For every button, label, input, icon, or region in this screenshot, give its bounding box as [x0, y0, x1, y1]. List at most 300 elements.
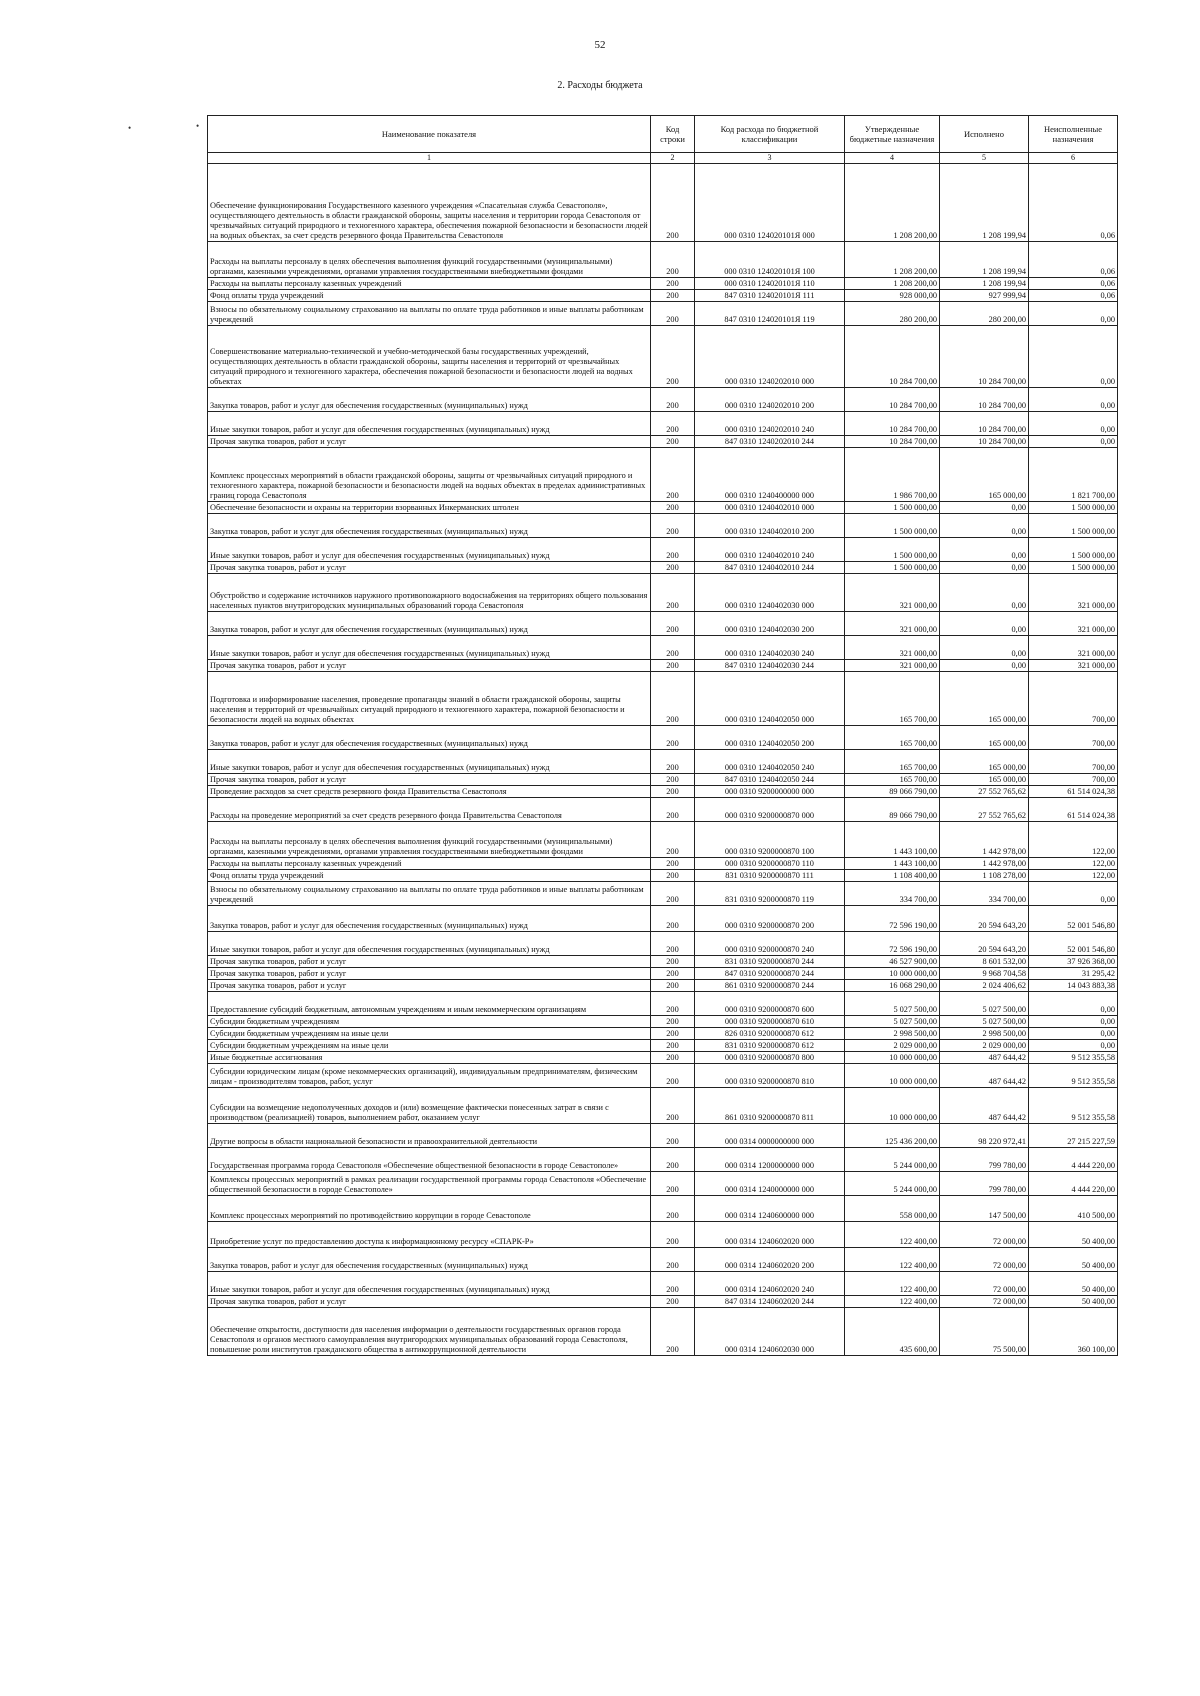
row-executed: 1 208 199,94 — [940, 242, 1029, 278]
row-unexecuted: 0,00 — [1029, 992, 1118, 1016]
row-approved: 5 244 000,00 — [845, 1148, 940, 1172]
row-name: Прочая закупка товаров, работ и услуг — [208, 660, 651, 672]
row-classification-code: 847 0310 9200000870 244 — [695, 968, 845, 980]
table-row — [208, 326, 1118, 388]
row-line-code: 200 — [651, 388, 695, 412]
row-unexecuted: 9 512 355,58 — [1029, 1052, 1118, 1064]
row-approved: 10 284 700,00 — [845, 436, 940, 448]
row-classification-code: 847 0314 1240602020 244 — [695, 1296, 845, 1308]
row-approved: 72 596 190,00 — [845, 906, 940, 932]
row-approved: 280 200,00 — [845, 302, 940, 326]
row-approved: 321 000,00 — [845, 636, 940, 660]
header-line-code: Код строки — [651, 116, 695, 153]
row-approved: 334 700,00 — [845, 882, 940, 906]
row-name: Государственная программа города Севастополя «Обеспечение общественной безопасности в городе Севастополе» — [208, 1148, 651, 1172]
row-line-code: 200 — [651, 436, 695, 448]
table-row — [208, 906, 1118, 932]
row-name: Субсидии на возмещение недополученных доходов и (или) возмещение фактически понесенных затрат в связи с производством (реализацией) товаров, выполнением работ, оказанием услуг — [208, 1088, 651, 1124]
row-executed: 1 108 278,00 — [940, 870, 1029, 882]
row-approved: 10 000 000,00 — [845, 968, 940, 980]
row-line-code: 200 — [651, 660, 695, 672]
table-row — [208, 278, 1118, 290]
row-name: Взносы по обязательному социальному страхованию на выплаты по оплате труда работников и иные выплаты работникам учреждений — [208, 302, 651, 326]
row-name: Расходы на выплаты персоналу казенных учреждений — [208, 278, 651, 290]
scan-speck: • — [196, 121, 200, 131]
row-executed: 20 594 643,20 — [940, 906, 1029, 932]
row-approved: 122 400,00 — [845, 1272, 940, 1296]
row-approved: 165 700,00 — [845, 672, 940, 726]
row-classification-code: 000 0310 1240402010 240 — [695, 538, 845, 562]
row-approved: 1 500 000,00 — [845, 538, 940, 562]
table-row — [208, 1064, 1118, 1088]
table-row — [208, 726, 1118, 750]
table-row — [208, 388, 1118, 412]
table-row — [208, 436, 1118, 448]
row-executed: 75 500,00 — [940, 1308, 1029, 1356]
row-executed: 0,00 — [940, 538, 1029, 562]
row-approved: 122 400,00 — [845, 1248, 940, 1272]
header-number: 2 — [651, 153, 695, 164]
row-approved: 5 027 500,00 — [845, 1016, 940, 1028]
row-executed: 98 220 972,41 — [940, 1124, 1029, 1148]
row-executed: 0,00 — [940, 574, 1029, 612]
row-executed: 2 998 500,00 — [940, 1028, 1029, 1040]
row-name: Расходы на выплаты персоналу казенных учреждений — [208, 858, 651, 870]
table-row — [208, 1016, 1118, 1028]
row-unexecuted: 1 500 000,00 — [1029, 562, 1118, 574]
row-approved: 5 027 500,00 — [845, 992, 940, 1016]
row-line-code: 200 — [651, 326, 695, 388]
row-name: Расходы на выплаты персоналу в целях обеспечения выполнения функций государственными (муниципальными) органами, казенными учреждениями, органами управления государственными внебюджетными фондами — [208, 822, 651, 858]
row-line-code: 200 — [651, 1064, 695, 1088]
row-name: Проведение расходов за счет средств резервного фонда Правительства Севастополя — [208, 786, 651, 798]
row-name: Субсидии юридическим лицам (кроме некоммерческих организаций), индивидуальным предпринимателям, физическим лицам - производителям товаров, работ, услуг — [208, 1064, 651, 1088]
row-executed: 72 000,00 — [940, 1222, 1029, 1248]
row-classification-code: 000 0310 1240202010 200 — [695, 388, 845, 412]
row-line-code: 200 — [651, 514, 695, 538]
row-classification-code: 000 0310 1240202010 240 — [695, 412, 845, 436]
row-approved: 1 500 000,00 — [845, 514, 940, 538]
header-row — [208, 116, 1118, 153]
row-unexecuted: 14 043 883,38 — [1029, 980, 1118, 992]
row-executed: 334 700,00 — [940, 882, 1029, 906]
table-row — [208, 980, 1118, 992]
row-classification-code: 000 0310 1240402050 000 — [695, 672, 845, 726]
row-approved: 46 527 900,00 — [845, 956, 940, 968]
row-line-code: 200 — [651, 1296, 695, 1308]
row-line-code: 200 — [651, 1088, 695, 1124]
row-classification-code: 000 0310 9200000870 800 — [695, 1052, 845, 1064]
table-row — [208, 870, 1118, 882]
row-line-code: 200 — [651, 858, 695, 870]
row-classification-code: 000 0310 1240402010 200 — [695, 514, 845, 538]
header-number-row — [208, 153, 1118, 164]
row-approved: 10 284 700,00 — [845, 388, 940, 412]
row-unexecuted: 0,00 — [1029, 436, 1118, 448]
row-line-code: 200 — [651, 502, 695, 514]
row-unexecuted: 61 514 024,38 — [1029, 786, 1118, 798]
table-row — [208, 1172, 1118, 1196]
table-row — [208, 1028, 1118, 1040]
row-line-code: 200 — [651, 906, 695, 932]
row-classification-code: 000 0310 9200000870 240 — [695, 932, 845, 956]
page-number: 52 — [594, 39, 606, 51]
row-executed: 72 000,00 — [940, 1248, 1029, 1272]
row-name: Совершенствование материально-технической и учебно-методической базы государственных учреждений, осуществляющих деятельность в области гражданской обороны, защиты населения и территорий от чрезвычайных ситуаций природного и техногенного характера, обеспечения пожарной безопасности и безопасности людей на водных объектах — [208, 326, 651, 388]
table-row — [208, 612, 1118, 636]
row-classification-code: 861 0310 9200000870 811 — [695, 1088, 845, 1124]
table-row — [208, 636, 1118, 660]
row-unexecuted: 122,00 — [1029, 870, 1118, 882]
row-classification-code: 847 0310 1240402030 244 — [695, 660, 845, 672]
header-approved: Утвержденные бюджетные назначения — [845, 116, 940, 153]
row-name: Закупка товаров, работ и услуг для обеспечения государственных (муниципальных) нужд — [208, 514, 651, 538]
row-unexecuted: 50 400,00 — [1029, 1272, 1118, 1296]
row-classification-code: 000 0310 1240400000 000 — [695, 448, 845, 502]
row-unexecuted: 0,06 — [1029, 242, 1118, 278]
row-classification-code: 000 0310 1240402050 200 — [695, 726, 845, 750]
row-name: Приобретение услуг по предоставлению доступа к информационному ресурсу «СПАРК-Р» — [208, 1222, 651, 1248]
row-classification-code: 826 0310 9200000870 612 — [695, 1028, 845, 1040]
row-approved: 10 000 000,00 — [845, 1064, 940, 1088]
table-row — [208, 574, 1118, 612]
row-name: Прочая закупка товаров, работ и услуг — [208, 980, 651, 992]
row-executed: 165 000,00 — [940, 672, 1029, 726]
row-name: Закупка товаров, работ и услуг для обеспечения государственных (муниципальных) нужд — [208, 612, 651, 636]
row-approved: 321 000,00 — [845, 660, 940, 672]
row-executed: 9 968 704,58 — [940, 968, 1029, 980]
row-line-code: 200 — [651, 1272, 695, 1296]
row-name: Иные закупки товаров, работ и услуг для обеспечения государственных (муниципальных) нужд — [208, 1272, 651, 1296]
table-row — [208, 514, 1118, 538]
row-approved: 1 500 000,00 — [845, 562, 940, 574]
row-name: Фонд оплаты труда учреждений — [208, 290, 651, 302]
row-approved: 321 000,00 — [845, 612, 940, 636]
row-executed: 799 780,00 — [940, 1148, 1029, 1172]
row-line-code: 200 — [651, 1248, 695, 1272]
row-executed: 5 027 500,00 — [940, 992, 1029, 1016]
table-row — [208, 672, 1118, 726]
row-executed: 5 027 500,00 — [940, 1016, 1029, 1028]
row-approved: 2 998 500,00 — [845, 1028, 940, 1040]
row-classification-code: 000 0310 1240402050 240 — [695, 750, 845, 774]
row-name: Предоставление субсидий бюджетным, автономным учреждениям и иным некоммерческим организациям — [208, 992, 651, 1016]
header-number: 4 — [845, 153, 940, 164]
row-unexecuted: 410 500,00 — [1029, 1196, 1118, 1222]
row-name: Комплексы процессных мероприятий в рамках реализации государственной программы города Севастополя «Обеспечение общественной безопасности в городе Севастополе» — [208, 1172, 651, 1196]
row-executed: 10 284 700,00 — [940, 436, 1029, 448]
table-row — [208, 968, 1118, 980]
row-classification-code: 000 0310 124020101Я 000 — [695, 164, 845, 242]
row-name: Прочая закупка товаров, работ и услуг — [208, 562, 651, 574]
row-unexecuted: 1 821 700,00 — [1029, 448, 1118, 502]
row-line-code: 200 — [651, 636, 695, 660]
row-approved: 2 029 000,00 — [845, 1040, 940, 1052]
row-approved: 165 700,00 — [845, 726, 940, 750]
row-line-code: 200 — [651, 726, 695, 750]
row-name: Комплекс процессных мероприятий в области гражданской обороны, защиты от чрезвычайных ситуаций природного и техногенного характера, пожарной безопасности и безопасности людей на водных объектах в пределах административных границ города Севастополя — [208, 448, 651, 502]
row-line-code: 200 — [651, 612, 695, 636]
row-executed: 487 644,42 — [940, 1088, 1029, 1124]
header-number: 6 — [1029, 153, 1118, 164]
row-approved: 10 000 000,00 — [845, 1088, 940, 1124]
row-approved: 10 284 700,00 — [845, 326, 940, 388]
table-body — [208, 164, 1118, 1356]
row-executed: 0,00 — [940, 612, 1029, 636]
table-row — [208, 798, 1118, 822]
row-classification-code: 000 0314 1240602020 200 — [695, 1248, 845, 1272]
row-approved: 10 284 700,00 — [845, 412, 940, 436]
table-row — [208, 1196, 1118, 1222]
row-line-code: 200 — [651, 1028, 695, 1040]
row-unexecuted: 122,00 — [1029, 822, 1118, 858]
row-name: Расходы на проведение мероприятий за счет средств резервного фонда Правительства Севастополя — [208, 798, 651, 822]
row-line-code: 200 — [651, 980, 695, 992]
row-unexecuted: 0,00 — [1029, 1016, 1118, 1028]
row-executed: 1 208 199,94 — [940, 278, 1029, 290]
row-line-code: 200 — [651, 956, 695, 968]
row-unexecuted: 0,00 — [1029, 388, 1118, 412]
row-line-code: 200 — [651, 290, 695, 302]
row-approved: 435 600,00 — [845, 1308, 940, 1356]
row-line-code: 200 — [651, 302, 695, 326]
row-approved: 1 208 200,00 — [845, 164, 940, 242]
row-classification-code: 831 0310 9200000870 119 — [695, 882, 845, 906]
row-classification-code: 000 0310 1240402010 000 — [695, 502, 845, 514]
row-line-code: 200 — [651, 242, 695, 278]
row-unexecuted: 52 001 546,80 — [1029, 906, 1118, 932]
row-classification-code: 831 0310 9200000870 111 — [695, 870, 845, 882]
row-approved: 165 700,00 — [845, 774, 940, 786]
row-line-code: 200 — [651, 672, 695, 726]
row-classification-code: 861 0310 9200000870 244 — [695, 980, 845, 992]
row-name: Закупка товаров, работ и услуг для обеспечения государственных (муниципальных) нужд — [208, 906, 651, 932]
row-executed: 165 000,00 — [940, 448, 1029, 502]
row-classification-code: 000 0310 1240202010 000 — [695, 326, 845, 388]
row-name: Закупка товаров, работ и услуг для обеспечения государственных (муниципальных) нужд — [208, 1248, 651, 1272]
row-executed: 927 999,94 — [940, 290, 1029, 302]
row-unexecuted: 0,00 — [1029, 1040, 1118, 1052]
row-line-code: 200 — [651, 278, 695, 290]
row-name: Обустройство и содержание источников наружного противопожарного водоснабжения на территориях общего пользования населенных пунктов внутригородских муниципальных образований города Севастополя — [208, 574, 651, 612]
row-line-code: 200 — [651, 1124, 695, 1148]
row-executed: 27 552 765,62 — [940, 786, 1029, 798]
row-name: Иные закупки товаров, работ и услуг для обеспечения государственных (муниципальных) нужд — [208, 636, 651, 660]
table-row — [208, 992, 1118, 1016]
row-approved: 1 443 100,00 — [845, 822, 940, 858]
row-unexecuted: 4 444 220,00 — [1029, 1148, 1118, 1172]
row-unexecuted: 360 100,00 — [1029, 1308, 1118, 1356]
section-title: 2. Расходы бюджета — [557, 80, 643, 91]
header-name: Наименование показателя — [208, 116, 651, 153]
row-approved: 1 208 200,00 — [845, 242, 940, 278]
expenditures-table — [207, 115, 1118, 1356]
table-row — [208, 882, 1118, 906]
row-approved: 1 208 200,00 — [845, 278, 940, 290]
table-row — [208, 1040, 1118, 1052]
row-unexecuted: 0,00 — [1029, 882, 1118, 906]
row-executed: 1 208 199,94 — [940, 164, 1029, 242]
row-line-code: 200 — [651, 1196, 695, 1222]
header-number: 3 — [695, 153, 845, 164]
row-classification-code: 000 0310 124020101Я 110 — [695, 278, 845, 290]
row-executed: 72 000,00 — [940, 1296, 1029, 1308]
row-approved: 1 986 700,00 — [845, 448, 940, 502]
header-executed: Исполнено — [940, 116, 1029, 153]
row-executed: 27 552 765,62 — [940, 798, 1029, 822]
row-unexecuted: 321 000,00 — [1029, 612, 1118, 636]
row-line-code: 200 — [651, 798, 695, 822]
row-unexecuted: 0,00 — [1029, 412, 1118, 436]
row-executed: 20 594 643,20 — [940, 932, 1029, 956]
row-approved: 165 700,00 — [845, 750, 940, 774]
row-name: Обеспечение безопасности и охраны на территории взорванных Инкерманских штолен — [208, 502, 651, 514]
row-unexecuted: 321 000,00 — [1029, 636, 1118, 660]
row-executed: 0,00 — [940, 636, 1029, 660]
row-unexecuted: 700,00 — [1029, 672, 1118, 726]
row-executed: 2 024 406,62 — [940, 980, 1029, 992]
row-unexecuted: 0,06 — [1029, 290, 1118, 302]
row-executed: 147 500,00 — [940, 1196, 1029, 1222]
row-line-code: 200 — [651, 1040, 695, 1052]
row-name: Иные закупки товаров, работ и услуг для обеспечения государственных (муниципальных) нужд — [208, 538, 651, 562]
row-unexecuted: 0,06 — [1029, 278, 1118, 290]
row-classification-code: 000 0310 1240402030 240 — [695, 636, 845, 660]
row-approved: 72 596 190,00 — [845, 932, 940, 956]
table-row — [208, 1272, 1118, 1296]
row-name: Расходы на выплаты персоналу в целях обеспечения выполнения функций государственными (муниципальными) органами, казенными учреждениями, органами управления государственными внебюджетными фондами — [208, 242, 651, 278]
row-unexecuted: 4 444 220,00 — [1029, 1172, 1118, 1196]
row-unexecuted: 1 500 000,00 — [1029, 502, 1118, 514]
row-line-code: 200 — [651, 882, 695, 906]
row-classification-code: 847 0310 1240402010 244 — [695, 562, 845, 574]
row-name: Прочая закупка товаров, работ и услуг — [208, 1296, 651, 1308]
row-name: Субсидии бюджетным учреждениям — [208, 1016, 651, 1028]
row-classification-code: 000 0314 1240602030 000 — [695, 1308, 845, 1356]
row-classification-code: 000 0310 9200000870 200 — [695, 906, 845, 932]
table-row — [208, 774, 1118, 786]
row-executed: 165 000,00 — [940, 774, 1029, 786]
row-unexecuted: 52 001 546,80 — [1029, 932, 1118, 956]
row-unexecuted: 321 000,00 — [1029, 574, 1118, 612]
row-approved: 122 400,00 — [845, 1296, 940, 1308]
table-row — [208, 538, 1118, 562]
table-row — [208, 1308, 1118, 1356]
row-unexecuted: 321 000,00 — [1029, 660, 1118, 672]
table-row — [208, 956, 1118, 968]
row-line-code: 200 — [651, 164, 695, 242]
row-executed: 487 644,42 — [940, 1052, 1029, 1064]
table-row — [208, 164, 1118, 242]
table-row — [208, 786, 1118, 798]
row-unexecuted: 700,00 — [1029, 774, 1118, 786]
row-unexecuted: 700,00 — [1029, 726, 1118, 750]
table-row — [208, 302, 1118, 326]
row-line-code: 200 — [651, 750, 695, 774]
table-row — [208, 932, 1118, 956]
table-row — [208, 858, 1118, 870]
row-approved: 321 000,00 — [845, 574, 940, 612]
row-classification-code: 000 0314 1200000000 000 — [695, 1148, 845, 1172]
row-unexecuted: 50 400,00 — [1029, 1222, 1118, 1248]
row-classification-code: 847 0310 1240402050 244 — [695, 774, 845, 786]
row-unexecuted: 31 295,42 — [1029, 968, 1118, 980]
row-line-code: 200 — [651, 1172, 695, 1196]
row-approved: 10 000 000,00 — [845, 1052, 940, 1064]
row-approved: 1 500 000,00 — [845, 502, 940, 514]
row-name: Прочая закупка товаров, работ и услуг — [208, 956, 651, 968]
table-row — [208, 1088, 1118, 1124]
row-classification-code: 000 0310 9200000870 000 — [695, 798, 845, 822]
row-unexecuted: 0,00 — [1029, 1028, 1118, 1040]
row-unexecuted: 1 500 000,00 — [1029, 538, 1118, 562]
table-row — [208, 502, 1118, 514]
row-classification-code: 000 0314 1240602020 000 — [695, 1222, 845, 1248]
row-line-code: 200 — [651, 774, 695, 786]
row-unexecuted: 700,00 — [1029, 750, 1118, 774]
row-unexecuted: 0,06 — [1029, 164, 1118, 242]
table-row — [208, 1124, 1118, 1148]
table-row — [208, 1248, 1118, 1272]
row-classification-code: 847 0310 1240202010 244 — [695, 436, 845, 448]
row-approved: 89 066 790,00 — [845, 798, 940, 822]
row-classification-code: 831 0310 9200000870 612 — [695, 1040, 845, 1052]
table-row — [208, 448, 1118, 502]
scan-speck: • — [128, 123, 132, 133]
row-unexecuted: 37 926 368,00 — [1029, 956, 1118, 968]
row-unexecuted: 9 512 355,58 — [1029, 1088, 1118, 1124]
row-executed: 2 029 000,00 — [940, 1040, 1029, 1052]
row-name: Обеспечение открытости, доступности для населения информации о деятельности государственных органов города Севастополя и органов местного самоуправления внутригородских муниципальных образований города Севастополя, повышение роли институтов гражданского общества в антикоррупционной деятельности — [208, 1308, 651, 1356]
row-approved: 5 244 000,00 — [845, 1172, 940, 1196]
row-executed: 0,00 — [940, 660, 1029, 672]
row-name: Комплекс процессных мероприятий по противодействию коррупции в городе Севастополе — [208, 1196, 651, 1222]
row-unexecuted: 122,00 — [1029, 858, 1118, 870]
row-line-code: 200 — [651, 786, 695, 798]
row-executed: 0,00 — [940, 502, 1029, 514]
row-line-code: 200 — [651, 932, 695, 956]
row-approved: 1 108 400,00 — [845, 870, 940, 882]
table-row — [208, 412, 1118, 436]
row-line-code: 200 — [651, 448, 695, 502]
row-unexecuted: 0,00 — [1029, 326, 1118, 388]
row-classification-code: 000 0310 9200000000 000 — [695, 786, 845, 798]
row-line-code: 200 — [651, 968, 695, 980]
table-row — [208, 1148, 1118, 1172]
row-classification-code: 000 0314 0000000000 000 — [695, 1124, 845, 1148]
row-classification-code: 831 0310 9200000870 244 — [695, 956, 845, 968]
table-row — [208, 1052, 1118, 1064]
row-executed: 0,00 — [940, 562, 1029, 574]
row-executed: 1 442 978,00 — [940, 822, 1029, 858]
row-approved: 122 400,00 — [845, 1222, 940, 1248]
row-unexecuted: 50 400,00 — [1029, 1248, 1118, 1272]
row-executed: 1 442 978,00 — [940, 858, 1029, 870]
row-line-code: 200 — [651, 1052, 695, 1064]
row-name: Субсидии бюджетным учреждениям на иные цели — [208, 1040, 651, 1052]
row-name: Иные закупки товаров, работ и услуг для обеспечения государственных (муниципальных) нужд — [208, 412, 651, 436]
row-classification-code: 847 0310 124020101Я 119 — [695, 302, 845, 326]
row-executed: 10 284 700,00 — [940, 326, 1029, 388]
row-executed: 799 780,00 — [940, 1172, 1029, 1196]
row-approved: 558 000,00 — [845, 1196, 940, 1222]
table-row — [208, 290, 1118, 302]
row-classification-code: 000 0314 1240602020 240 — [695, 1272, 845, 1296]
row-unexecuted: 27 215 227,59 — [1029, 1124, 1118, 1148]
table-row — [208, 822, 1118, 858]
row-name: Иные закупки товаров, работ и услуг для обеспечения государственных (муниципальных) нужд — [208, 750, 651, 774]
row-unexecuted: 9 512 355,58 — [1029, 1064, 1118, 1088]
